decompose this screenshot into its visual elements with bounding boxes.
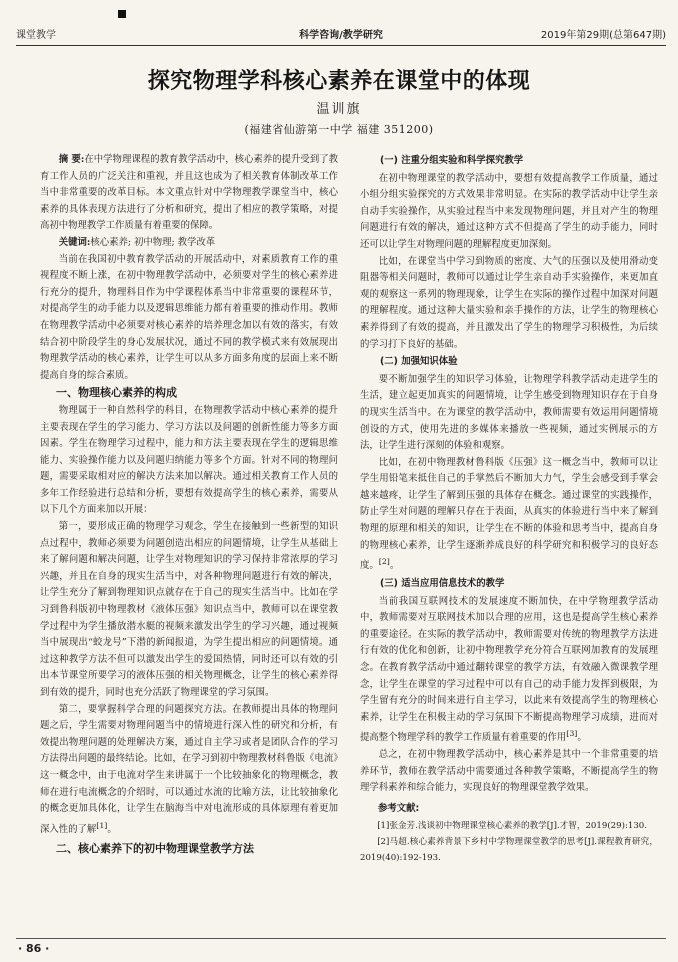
reference-item: [1]张金芳.浅谈初中物理课堂核心素养的教学[J].才智，2019(29):130.	[377, 821, 647, 832]
conclusion-paragraph: 总之，在初中物理教学活动中，核心素养是其中一个非常重要的培养环节，教师在教学活动中需要通过各种教学策略，不断提高学生的物理学科素养和综合能力，实现良好的物理课堂教学效果。	[360, 749, 658, 794]
references-heading: 参考文献:	[378, 802, 420, 814]
square-mark-icon	[118, 10, 126, 18]
abstract-text: 在中学物理课程的教育教学活动中，核心素养的提升受到了教育工作人员的广泛关注和重视，并且这也成为了相关教育体制改革工作当中非常重要的改革目标。本文重点针对中学物理教学课堂当中，核心素养的具体表现方法进行了分析和研究，提出了相应的教学策略，对提高初中物理教学工作质量有着重要的保障。	[40, 154, 338, 232]
subsection-1-paragraph-1: 在初中物理课堂的教学活动中，要想有效提高教学工作质量，通过小组分组实验探究的方式效果非常明显。在实际的教学活动中让学生亲自动手实验操作，从实验过程当中来发现物理问题，并且对产生的物理问题进行有效的解决，通过这种方式不但提高了学生的动手能力，同时还可以让学生对物理问题的理解程度更加深刻。	[360, 172, 658, 250]
page-number: · 86 ·	[18, 942, 50, 955]
subsection-1-heading: (一) 注重分组实验和科学探究教学	[380, 155, 524, 166]
section-1-paragraph-2: 第一，要形成正确的物理学习观念，学生在接触到一些新型的知识点过程中，教师必须要为问题创造出相应的问题情境，让学生从基础上来了解问题和解决问题，让学生对物理知识的学习保持非常浓厚的学习兴趣，并且在自身的现实生活当中，对各种物理问题进行有效的解决，让学生充分了解到物理知识点就存在于自己的现实生活当中。比如在学习到鲁科版初中物理教材《液体压强》知识点当中，教师可以在课堂教学过程中为学生播放潜水艇的视频来激发出学生的学习兴趣，通过视频当中展现出“蛟龙号”下潜的新闻报道，为学生提出相应的问题情境。通过这种教学方法不但可以激发出学生的爱国热情，同时还可以有效的引出本节课堂所要学习的液体压强的相关物理概念，让学生的核心素养得到有效的提升，同时也充分活跃了物理课堂的学习氛围。	[40, 521, 338, 698]
header-rule	[16, 45, 666, 46]
right-column	[360, 152, 658, 866]
keywords-text: 核心素养; 初中物理; 教学改革	[90, 236, 216, 248]
section-2-heading: 二、核心素养下的初中物理课堂教学方法	[56, 842, 254, 856]
section-1-paragraph-3: 第二，要掌握科学合理的问题探究方法。在教师提出具体的物理问题之后，学生需要对物理问题当中的情境进行深入性的研究和分析，有效提出物理问题的处理解决方案，通过自主学习或者是团队合作的学习方法得出问题的最终结论。比如，在学习到初中物理教材科鲁版《电流》这一概念中，由于电流对学生来讲属于一个比较抽象化的物理概念，教师在进行电流概念的介绍时，可以通过水流的比喻方法，让比较抽象化的概念更加具体化，让学生在脑海当中对电流形成的具体原理有着更加深入性的了解[1]。	[40, 703, 338, 835]
header-section: 课堂教学	[16, 30, 56, 41]
abstract-label: 摘 要:	[58, 154, 85, 165]
article-title: 探究物理学科核心素养在课堂中的体现	[147, 69, 531, 94]
reference-item: [2]马超.核心素养背景下乡村中学物理课堂教学的思考[J].课程教育研究，2019(40):192-193.	[360, 837, 658, 864]
subsection-2-paragraph-2: 比如，在初中物理教材鲁科版《压强》这一概念当中，教师可以让学生用铅笔来抵住自己的手掌然后不断加大力气，学生会感受到手掌会越来越疼，让学生了解到压强的具体存在概念。通过课堂的实践操作，防止学生对问题的理解只存在于表面，从真实的体验进行当中来了解到物理的原理和相关的知识，让学生在不断的体验和思考当中，提高自身的物理核心素养，让学生逐渐养成良好的科学研究和积极学习的良好态度。[2]。	[360, 456, 658, 572]
paragraph-3-text: 第二，要掌握科学合理的问题探究方法。在教师提出具体的物理问题之后，学生需要对物理问题当中的情境进行深入性的研究和分析，有效提出物理问题的处理解决方案，通过自主学习或者是团队合作的学习方法得出问题的最终结论。比如，在学习到初中物理教材科鲁版《电流》这一概念中，由于电流对学生来讲属于一个比较抽象化的物理概念，教师在进行电流概念的介绍时，可以通过水流的比喻方法，让比较抽象化的概念更加具体化，让学生在脑海当中对电流形成的具体原理有着更加深入性的了解	[40, 703, 338, 835]
header-journal: 科学咨询/教学研究	[299, 30, 383, 41]
citation-2: [2]	[378, 557, 390, 567]
author-affiliation: (福建省仙游第一中学 福建 351200)	[244, 123, 434, 136]
citation-1: [1]	[96, 820, 108, 830]
subsection-3-heading: (三) 适当应用信息技术的教学	[380, 577, 505, 589]
subsection-1-paragraph-2: 比如，在课堂当中学习到物质的密度、大气的压强以及使用滑动变阻器等相关问题时，教师可以通过让学生亲自动手实验操作，来更加直观的观察这一系列的物理现象，让学生在实际的操作过程中加深对问题的理解程度。通过这种大量实验和亲手操作的方法，让学生的物理核心素养得到了有效的提高，并且激发出了学生的物理学习积极性，为后续的学习打下良好的基础。	[360, 255, 658, 350]
paragraph-text: 当前我国互联网技术的发展速度不断加快，在中学物理教学活动中，教师需要对互联网技术加以合理的应用，这也是提高学生核心素养的重要途径。在实际的教学活动中，教师需要对传统的物理教学方法进行有效的优化和创新，让初中物理教学充分符合互联网加教育的发展理念。在教育教学活动中通过翻转课堂的教学方法，有效融入微课教学理念，让学生在课堂的学习过程中可以有自己的动手能力发挥到极限，为学生留有充分的时间来进行自主学习，以此来有效提高学生的物理核心素养，让学生在积极主动的学习氛围下不断提高物理学习成绩，进而对提高整个物理学科的教学工作质量有着重要的作用	[360, 595, 658, 744]
keywords-label: 关键词:	[58, 236, 91, 248]
subsection-2-paragraph-1: 要不断加强学生的知识学习体验，让物理学科教学活动走进学生的生活，建立起更加真实的问题情境，让学生感受到物理知识存在于自身的现实生活当中。在为课堂的教学活动中，教师需要有效运用问题情境创设的方式，使用先进的多媒体来播放一些视频，通过实例展示的方法，让学生进行深刻的体验和观察。	[360, 373, 658, 452]
section-1-heading: 一、物理核心素养的构成	[56, 386, 177, 400]
article-author: 温训旗	[316, 102, 362, 117]
left-column	[40, 152, 338, 859]
subsection-3-paragraph-1: 当前我国互联网技术的发展速度不断加快，在中学物理教学活动中，教师需要对互联网技术加以合理的应用，这也是提高学生核心素养的重要途径。在实际的教学活动中，教师需要对传统的物理教学方法进行有效的优化和创新，让初中物理教学充分符合互联网加教育的发展理念。在教育教学活动中通过翻转课堂的教学方法，有效融入微课教学理念，让学生在课堂的学习过程中可以有自己的动手能力发挥到极限，为学生留有充分的时间来进行自主学习，以此来有效提高学生的物理核心素养，让学生在积极主动的学习氛围下不断提高物理学习成绩，进而对提高整个物理学科的教学工作质量有着重要的作用[3]。	[360, 595, 658, 744]
paragraph-text: 比如，在初中物理教材鲁科版《压强》这一概念当中，教师可以让学生用铅笔来抵住自己的手掌然后不断加大力气，学生会感受到手掌会越来越疼，让学生了解到压强的具体存在概念。通过课堂的实践操作，防止学生对问题的理解只存在于表面，从真实的体验进行当中来了解到物理的原理和相关的知识，让学生在不断的体验和思考当中，提高自身的物理核心素养，让学生逐渐养成良好的科学研究和积极学习的良好态度。	[360, 456, 658, 572]
abstract	[40, 152, 338, 235]
section-1-paragraph-1: 物理属于一种自然科学的科目，在物理教学活动中核心素养的提升主要表现在学生的学习能力、学习方法以及问题的创新性能力等多方面因素。学生在物理学习过程中，能力和方法主要表现在学生的逻辑思维能力、实验操作能力以及问题归纳能力等多个方面。针对不同的物理问题，需要采取相对应的解决方法来加以解决。通过相关教育工作人员的多年工作经验进行总结和分析，要想有效提高学生的核心素养，需要从以下几个方面来加以开展：	[40, 404, 338, 516]
header-issue: 2019年第29期(总第647期)	[540, 30, 666, 41]
running-header	[16, 26, 666, 42]
intro-paragraph: 当前在我国初中教育教学活动的开展活动中，对素质教育工作的重视程度不断上涨，在初中物理教学活动中，必须要对学生的核心素养进行充分的提升，物理科目作为中学课程体系当中非常重要的课程环节，对提高学生的动手能力以及逻辑思维能力都有着重要的推动作用。教师在物理教学活动中必须要对核心素养的培养理念加以有效的落实，有效结合初中阶段学生的身心发展状况，通过不同的教学模式来有效展现出物理教学活动的核心素养，让学生可以从多方面多角度的层面上来不断提高自身的综合素质。	[40, 253, 338, 381]
citation-3: [3]	[566, 729, 578, 739]
keywords	[40, 235, 338, 252]
footer-rule	[16, 938, 666, 939]
subsection-2-heading: (二) 加强知识体验	[380, 356, 458, 368]
